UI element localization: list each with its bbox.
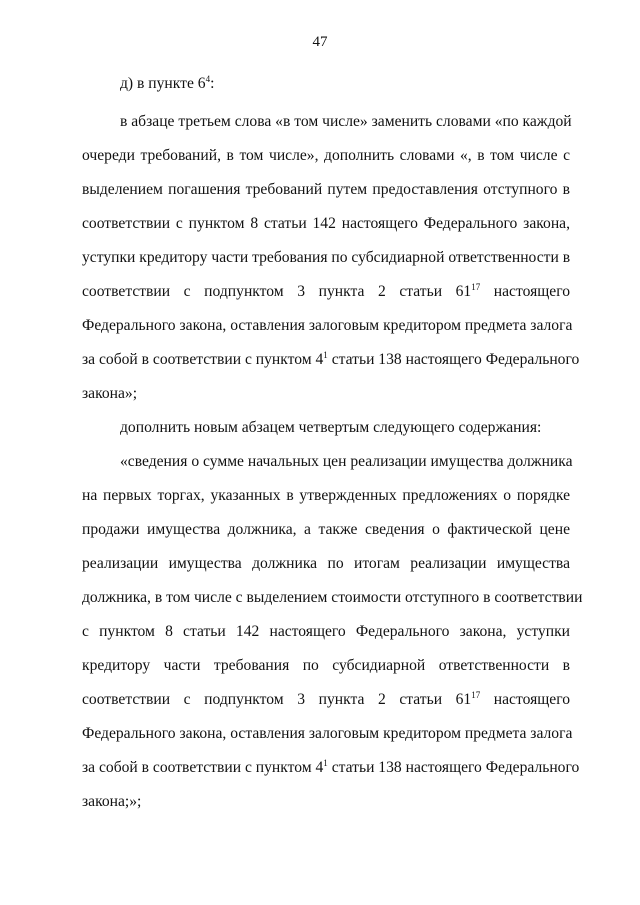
text-line: «сведения о сумме начальных цен реализации имущества должника	[120, 453, 573, 470]
text-line: соответствии с подпунктом 3 пункта 2 статьи $61^{17}$ настоящего	[82, 690, 570, 708]
text-line: закона»;	[82, 385, 138, 402]
page-number: 47	[312, 34, 328, 50]
text-line: очереди требований, в том числе», дополнить словами «, в том числе с	[82, 147, 570, 164]
text-line: соответствии с подпунктом 3 пункта 2 статьи $61^{17}$ настоящего	[82, 282, 570, 300]
text-line: выделением погашения требований путем предоставления отступного в	[82, 181, 570, 198]
text-line: на первых торгах, указанных в утвержденных предложениях о порядке	[82, 487, 570, 504]
text-line: продажи имущества должника, а также сведения о фактической цене	[82, 521, 570, 538]
text-line: с пунктом 8 статьи 142 настоящего Федерального закона, уступки	[82, 623, 570, 640]
text-line: за собой в соответствии с пунктом $4^1$ статьи 138 настоящего Федерального	[82, 758, 580, 776]
text-line: должника, в том числе с выделением стоимости отступного в соответствии	[82, 589, 583, 606]
text-line: реализации имущества должника по итогам реализации имущества	[82, 555, 570, 572]
text-line: д) в пункте $6^4$:	[120, 74, 215, 92]
text-line: дополнить новым абзацем четвертым следующего содержания:	[120, 419, 542, 436]
text-line: закона;»;	[82, 793, 142, 810]
text-line: за собой в соответствии с пунктом $4^1$ статьи 138 настоящего Федерального	[82, 350, 580, 368]
text-line: в абзаце третьем слова «в том числе» заменить словами «по каждой	[120, 113, 572, 130]
text-line: соответствии с пунктом 8 статьи 142 настоящего Федерального закона,	[82, 215, 570, 232]
text-line: кредитору части требования по субсидиарной ответственности в	[82, 657, 570, 674]
text-line: уступки кредитору части требования по субсидиарной ответственности в	[82, 249, 571, 266]
text-line: Федерального закона, оставления залоговым кредитором предмета залога	[82, 317, 573, 334]
text-line: Федерального закона, оставления залоговым кредитором предмета залога	[82, 725, 573, 742]
